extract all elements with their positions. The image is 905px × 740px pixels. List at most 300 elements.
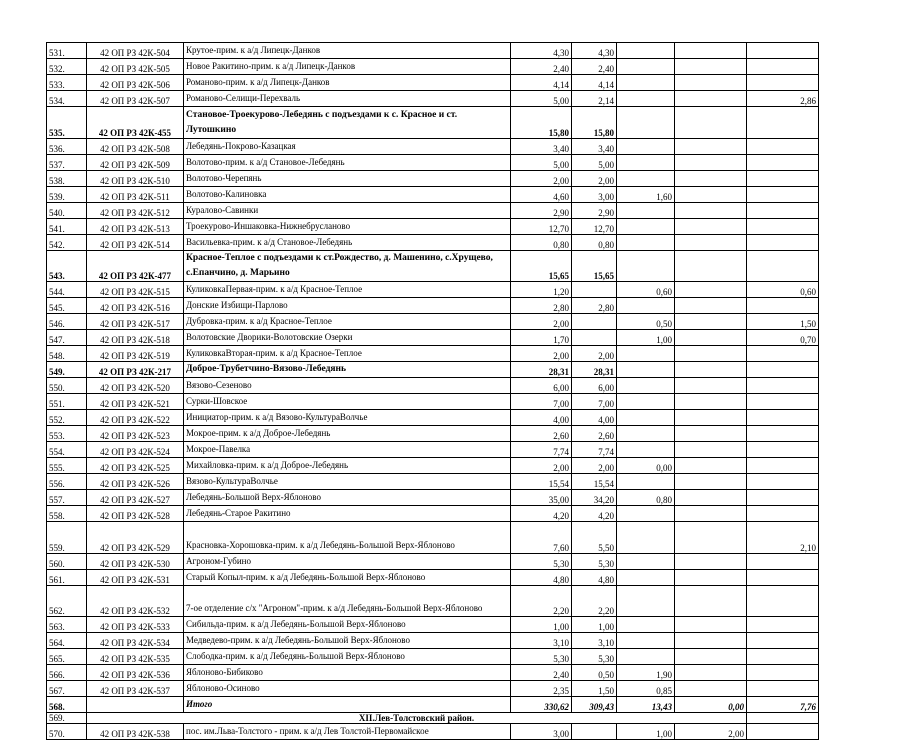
row-number: 535. — [47, 107, 87, 139]
length-col-2: 7,00 — [572, 394, 617, 410]
length-total: 2,00 — [511, 458, 572, 474]
length-col-5 — [747, 155, 819, 171]
table-row — [47, 410, 819, 426]
length-col-2: 7,74 — [572, 442, 617, 458]
row-number: 548. — [47, 346, 87, 362]
road-code: 42 ОП РЗ 42К-535 — [87, 649, 184, 665]
length-col-4 — [675, 474, 747, 490]
length-total: 2,35 — [511, 681, 572, 697]
road-code: 42 ОП РЗ 42К-509 — [87, 155, 184, 171]
length-col-5 — [747, 724, 819, 740]
length-col-3 — [617, 298, 675, 314]
road-code: 42 ОП РЗ 42К-217 — [87, 362, 184, 378]
table-row — [47, 107, 819, 139]
table-row — [47, 139, 819, 155]
length-col-4 — [675, 314, 747, 330]
road-name: Романово-Селищи-Перехваль — [184, 91, 511, 107]
table-row — [47, 251, 819, 282]
length-col-2: 3,00 — [572, 187, 617, 203]
length-col-2: 2,14 — [572, 91, 617, 107]
length-col-4 — [675, 649, 747, 665]
row-number: 560. — [47, 554, 87, 570]
length-col-2 — [572, 330, 617, 346]
road-code: 42 ОП РЗ 42К-455 — [87, 107, 184, 139]
length-col-5 — [747, 665, 819, 681]
length-col-4 — [675, 203, 747, 219]
road-code: 42 ОП РЗ 42К-519 — [87, 346, 184, 362]
length-col-5 — [747, 474, 819, 490]
length-total: 2,40 — [511, 59, 572, 75]
length-total: 35,00 — [511, 490, 572, 506]
length-col-4 — [675, 91, 747, 107]
length-col-3 — [617, 362, 675, 378]
length-col-4 — [675, 187, 747, 203]
length-col-5 — [747, 107, 819, 139]
length-col-4 — [675, 235, 747, 251]
length-total: 1,00 — [511, 617, 572, 633]
row-number: 564. — [47, 633, 87, 649]
length-col-2: 15,65 — [572, 251, 617, 282]
length-col-3 — [617, 617, 675, 633]
length-col-3: 13,43 — [617, 697, 675, 713]
length-col-4 — [675, 107, 747, 139]
road-name: Михайловка-прим. к а/д Доброе-Лебедянь — [184, 458, 511, 474]
length-col-2: 4,20 — [572, 506, 617, 522]
row-number: 547. — [47, 330, 87, 346]
length-col-4 — [675, 586, 747, 617]
length-col-5 — [747, 203, 819, 219]
length-col-4 — [675, 346, 747, 362]
length-col-3: 1,00 — [617, 330, 675, 346]
length-col-2: 12,70 — [572, 219, 617, 235]
length-col-3: 0,80 — [617, 490, 675, 506]
district-title: XII.Лев-Толстовский район. — [87, 713, 747, 724]
road-name: Васильевка-прим. к а/д Становое-Лебедянь — [184, 235, 511, 251]
length-col-5 — [747, 394, 819, 410]
length-col-5 — [747, 235, 819, 251]
road-name: Слободка-прим. к а/д Лебедянь-Большой Верх-Яблоново — [184, 649, 511, 665]
length-col-3 — [617, 649, 675, 665]
length-col-4 — [675, 522, 747, 554]
row-number: 562. — [47, 586, 87, 617]
length-col-2 — [572, 314, 617, 330]
length-col-5: 0,60 — [747, 282, 819, 298]
road-name: Яблоново-Осиново — [184, 681, 511, 697]
road-code — [87, 697, 184, 713]
length-col-3 — [617, 394, 675, 410]
length-col-4 — [675, 633, 747, 649]
table-row — [47, 235, 819, 251]
length-col-4 — [675, 617, 747, 633]
road-code: 42 ОП РЗ 42К-508 — [87, 139, 184, 155]
length-col-2: 2,90 — [572, 203, 617, 219]
table-row — [47, 155, 819, 171]
length-col-3: 0,85 — [617, 681, 675, 697]
length-total: 5,30 — [511, 554, 572, 570]
length-col-5 — [747, 458, 819, 474]
length-col-5 — [747, 187, 819, 203]
table-row — [47, 554, 819, 570]
row-number: 554. — [47, 442, 87, 458]
length-col-4 — [675, 43, 747, 59]
length-col-2: 2,20 — [572, 586, 617, 617]
road-code: 42 ОП РЗ 42К-531 — [87, 570, 184, 586]
length-total: 3,10 — [511, 633, 572, 649]
length-col-4 — [675, 394, 747, 410]
road-name: Троекурово-Иншаковка-Нижнебрусланово — [184, 219, 511, 235]
table-row — [47, 43, 819, 59]
length-col-3 — [617, 442, 675, 458]
length-total: 4,60 — [511, 187, 572, 203]
length-col-3: 0,00 — [617, 458, 675, 474]
length-col-3 — [617, 570, 675, 586]
length-col-2: 1,00 — [572, 617, 617, 633]
length-col-2: 3,40 — [572, 139, 617, 155]
length-total: 2,60 — [511, 426, 572, 442]
road-name: Вязово-Сезеново — [184, 378, 511, 394]
row-number: 569. — [47, 713, 87, 724]
road-code: 42 ОП РЗ 42К-523 — [87, 426, 184, 442]
table-row — [47, 681, 819, 697]
length-total: 2,00 — [511, 346, 572, 362]
road-code: 42 ОП РЗ 42К-512 — [87, 203, 184, 219]
row-number: 537. — [47, 155, 87, 171]
row-number: 545. — [47, 298, 87, 314]
row-number: 555. — [47, 458, 87, 474]
length-col-5 — [747, 442, 819, 458]
row-number: 556. — [47, 474, 87, 490]
length-col-3: 1,90 — [617, 665, 675, 681]
row-number: 541. — [47, 219, 87, 235]
road-name: пос. им.Льва-Толстого - прим. к а/д Лев Толстой-Первомайское — [184, 724, 511, 740]
road-code: 42 ОП РЗ 42К-537 — [87, 681, 184, 697]
road-name: Красное-Теплое с подъездами к ст.Рождество, д. Машенино, с.Хрущево, с.Епанчино, д. Марьино — [184, 251, 511, 282]
length-total: 2,20 — [511, 586, 572, 617]
row-number: 567. — [47, 681, 87, 697]
road-code: 42 ОП РЗ 42К-529 — [87, 522, 184, 554]
table-row — [47, 346, 819, 362]
length-col-3 — [617, 43, 675, 59]
length-col-5 — [747, 570, 819, 586]
table-row — [47, 203, 819, 219]
length-total: 12,70 — [511, 219, 572, 235]
length-total: 3,00 — [511, 724, 572, 740]
length-col-2: 4,00 — [572, 410, 617, 426]
length-col-3 — [617, 219, 675, 235]
length-col-5 — [747, 75, 819, 91]
road-code: 42 ОП РЗ 42К-538 — [87, 724, 184, 740]
row-number: 561. — [47, 570, 87, 586]
length-col-5 — [747, 649, 819, 665]
length-col-2 — [572, 282, 617, 298]
length-col-4 — [675, 506, 747, 522]
length-col-2: 3,10 — [572, 633, 617, 649]
length-total: 28,31 — [511, 362, 572, 378]
length-col-5 — [747, 219, 819, 235]
length-col-5: 0,70 — [747, 330, 819, 346]
length-col-3 — [617, 474, 675, 490]
road-name: Романово-прим. к а/д Липецк-Данков — [184, 75, 511, 91]
length-col-2: 5,50 — [572, 522, 617, 554]
table-body — [47, 43, 819, 740]
length-total: 3,40 — [511, 139, 572, 155]
length-col-4 — [675, 570, 747, 586]
table-row — [47, 59, 819, 75]
length-col-5 — [747, 251, 819, 282]
length-col-5 — [747, 410, 819, 426]
length-col-5 — [747, 617, 819, 633]
length-col-2: 6,00 — [572, 378, 617, 394]
length-total: 15,54 — [511, 474, 572, 490]
length-total: 1,70 — [511, 330, 572, 346]
length-total: 7,00 — [511, 394, 572, 410]
road-name: Становое-Троекурово-Лебедянь с подъездами к с. Красное и ст. Лутошкино — [184, 107, 511, 139]
row-number: 557. — [47, 490, 87, 506]
length-col-2: 34,20 — [572, 490, 617, 506]
row-number: 552. — [47, 410, 87, 426]
length-col-2: 2,00 — [572, 171, 617, 187]
length-col-4 — [675, 171, 747, 187]
row-number: 558. — [47, 506, 87, 522]
length-total: 5,00 — [511, 155, 572, 171]
table-row — [47, 330, 819, 346]
road-code: 42 ОП РЗ 42К-514 — [87, 235, 184, 251]
row-number: 570. — [47, 724, 87, 740]
road-name: Волотово-Калиновка — [184, 187, 511, 203]
road-code: 42 ОП РЗ 42К-521 — [87, 394, 184, 410]
road-name: Лебедянь-Большой Верх-Яблоново — [184, 490, 511, 506]
length-total: 5,00 — [511, 91, 572, 107]
length-col-4 — [675, 426, 747, 442]
road-code: 42 ОП РЗ 42К-522 — [87, 410, 184, 426]
length-col-3 — [617, 107, 675, 139]
road-code: 42 ОП РЗ 42К-528 — [87, 506, 184, 522]
length-col-5 — [747, 681, 819, 697]
row-number: 539. — [47, 187, 87, 203]
length-col-2: 15,54 — [572, 474, 617, 490]
row-number: 532. — [47, 59, 87, 75]
length-col-2: 4,30 — [572, 43, 617, 59]
length-col-2: 5,30 — [572, 649, 617, 665]
length-col-5: 2,86 — [747, 91, 819, 107]
table-row — [47, 426, 819, 442]
length-col-5 — [747, 59, 819, 75]
table-row — [47, 665, 819, 681]
road-code: 42 ОП РЗ 42К-527 — [87, 490, 184, 506]
road-code: 42 ОП РЗ 42К-530 — [87, 554, 184, 570]
row-number: 538. — [47, 171, 87, 187]
length-col-4 — [675, 155, 747, 171]
length-col-3 — [617, 91, 675, 107]
length-col-4 — [675, 139, 747, 155]
length-col-5 — [747, 43, 819, 59]
table-row — [47, 298, 819, 314]
length-col-2: 15,80 — [572, 107, 617, 139]
road-name: КуликовкаПервая-прим. к а/д Красное-Теплое — [184, 282, 511, 298]
road-name: Старый Копыл-прим. к а/д Лебедянь-Большой Верх-Яблоново — [184, 570, 511, 586]
length-col-5: 7,76 — [747, 697, 819, 713]
table-row — [47, 633, 819, 649]
length-col-5: 1,50 — [747, 314, 819, 330]
length-col-4 — [675, 442, 747, 458]
length-col-3 — [617, 426, 675, 442]
length-col-5 — [747, 586, 819, 617]
road-code: 42 ОП РЗ 42К-510 — [87, 171, 184, 187]
road-name: Новое Ракитино-прим. к а/д Липецк-Данков — [184, 59, 511, 75]
length-col-3 — [617, 410, 675, 426]
row-number: 546. — [47, 314, 87, 330]
length-col-2: 2,80 — [572, 298, 617, 314]
length-col-2: 5,00 — [572, 155, 617, 171]
road-name: 7-ое отделение с/х "Агроном"-прим. к а/д Лебедянь-Большой Верх-Яблоново — [184, 586, 511, 617]
table-row — [47, 490, 819, 506]
length-col-3 — [617, 75, 675, 91]
length-total: 15,65 — [511, 251, 572, 282]
road-code: 42 ОП РЗ 42К-534 — [87, 633, 184, 649]
table-row — [47, 713, 819, 724]
table-row — [47, 314, 819, 330]
road-name: Волотовские Дворики-Волотовские Озерки — [184, 330, 511, 346]
length-total: 4,20 — [511, 506, 572, 522]
table-row — [47, 442, 819, 458]
length-total: 5,30 — [511, 649, 572, 665]
length-total: 330,62 — [511, 697, 572, 713]
row-number: 559. — [47, 522, 87, 554]
table-row — [47, 187, 819, 203]
road-name: Лебедянь-Покрово-Казацкая — [184, 139, 511, 155]
table-row — [47, 724, 819, 740]
row-number: 549. — [47, 362, 87, 378]
length-col-4 — [675, 59, 747, 75]
length-col-3 — [617, 203, 675, 219]
length-col-3 — [617, 139, 675, 155]
table-row — [47, 474, 819, 490]
road-table — [46, 42, 819, 740]
length-col-4 — [675, 219, 747, 235]
road-name: Инициатор-прим. к а/д Вязово-КультураВолчье — [184, 410, 511, 426]
length-col-3 — [617, 346, 675, 362]
table-row — [47, 362, 819, 378]
table-row — [47, 522, 819, 554]
table-row — [47, 570, 819, 586]
length-col-4 — [675, 330, 747, 346]
row-number: 550. — [47, 378, 87, 394]
length-total: 2,40 — [511, 665, 572, 681]
length-total: 7,60 — [511, 522, 572, 554]
road-code: 42 ОП РЗ 42К-511 — [87, 187, 184, 203]
length-col-4: 0,00 — [675, 697, 747, 713]
length-col-3 — [617, 235, 675, 251]
road-name: Лебедянь-Старое Ракитино — [184, 506, 511, 522]
row-number: 542. — [47, 235, 87, 251]
table-row — [47, 171, 819, 187]
length-col-4 — [675, 554, 747, 570]
length-col-2: 4,80 — [572, 570, 617, 586]
length-col-2 — [572, 724, 617, 740]
length-col-2: 0,50 — [572, 665, 617, 681]
empty-cell — [747, 713, 819, 724]
road-code: 42 ОП РЗ 42К-532 — [87, 586, 184, 617]
row-number: 534. — [47, 91, 87, 107]
length-total: 4,00 — [511, 410, 572, 426]
length-col-3 — [617, 522, 675, 554]
length-col-4 — [675, 490, 747, 506]
road-name: Красновка-Хорошовка-прим. к а/д Лебедянь-Большой Верх-Яблоново — [184, 522, 511, 554]
length-col-5 — [747, 490, 819, 506]
length-col-4 — [675, 458, 747, 474]
table-row — [47, 458, 819, 474]
row-number: 536. — [47, 139, 87, 155]
length-col-4 — [675, 410, 747, 426]
table-row — [47, 586, 819, 617]
length-col-2: 28,31 — [572, 362, 617, 378]
road-name: Яблоново-Бибиково — [184, 665, 511, 681]
road-code: 42 ОП РЗ 42К-518 — [87, 330, 184, 346]
length-col-4 — [675, 282, 747, 298]
length-col-5 — [747, 346, 819, 362]
length-col-2: 4,14 — [572, 75, 617, 91]
length-total: 4,30 — [511, 43, 572, 59]
length-col-3 — [617, 155, 675, 171]
length-col-3 — [617, 59, 675, 75]
road-name: КуликовкаВторая-прим. к а/д Красное-Теплое — [184, 346, 511, 362]
table-row — [47, 91, 819, 107]
length-col-3 — [617, 171, 675, 187]
road-code: 42 ОП РЗ 42К-520 — [87, 378, 184, 394]
road-code: 42 ОП РЗ 42К-536 — [87, 665, 184, 681]
length-col-2: 2,40 — [572, 59, 617, 75]
table-row — [47, 394, 819, 410]
road-name: Волотово-Черепянь — [184, 171, 511, 187]
length-col-2: 1,50 — [572, 681, 617, 697]
road-code: 42 ОП РЗ 42К-505 — [87, 59, 184, 75]
road-name: Донские Избищи-Парлово — [184, 298, 511, 314]
road-name: Итого — [184, 697, 511, 713]
length-total: 4,80 — [511, 570, 572, 586]
row-number: 568. — [47, 697, 87, 713]
length-col-4 — [675, 681, 747, 697]
length-total: 7,74 — [511, 442, 572, 458]
table-row — [47, 75, 819, 91]
length-total: 2,00 — [511, 314, 572, 330]
table-row — [47, 219, 819, 235]
length-col-3 — [617, 633, 675, 649]
length-col-2: 309,43 — [572, 697, 617, 713]
length-col-5 — [747, 554, 819, 570]
length-col-5 — [747, 378, 819, 394]
length-total: 1,20 — [511, 282, 572, 298]
length-total: 15,80 — [511, 107, 572, 139]
length-col-3 — [617, 506, 675, 522]
road-name: Агроном-Губино — [184, 554, 511, 570]
row-number: 543. — [47, 251, 87, 282]
row-number: 533. — [47, 75, 87, 91]
length-col-5 — [747, 139, 819, 155]
table-row — [47, 697, 819, 713]
length-total: 6,00 — [511, 378, 572, 394]
road-code: 42 ОП РЗ 42К-524 — [87, 442, 184, 458]
length-col-4 — [675, 75, 747, 91]
road-name: Волотово-прим. к а/д Становое-Лебедянь — [184, 155, 511, 171]
length-col-4 — [675, 251, 747, 282]
row-number: 566. — [47, 665, 87, 681]
road-code: 42 ОП РЗ 42К-526 — [87, 474, 184, 490]
road-code: 42 ОП РЗ 42К-517 — [87, 314, 184, 330]
road-code: 42 ОП РЗ 42К-477 — [87, 251, 184, 282]
length-col-4 — [675, 298, 747, 314]
table-row — [47, 649, 819, 665]
length-col-3: 0,60 — [617, 282, 675, 298]
